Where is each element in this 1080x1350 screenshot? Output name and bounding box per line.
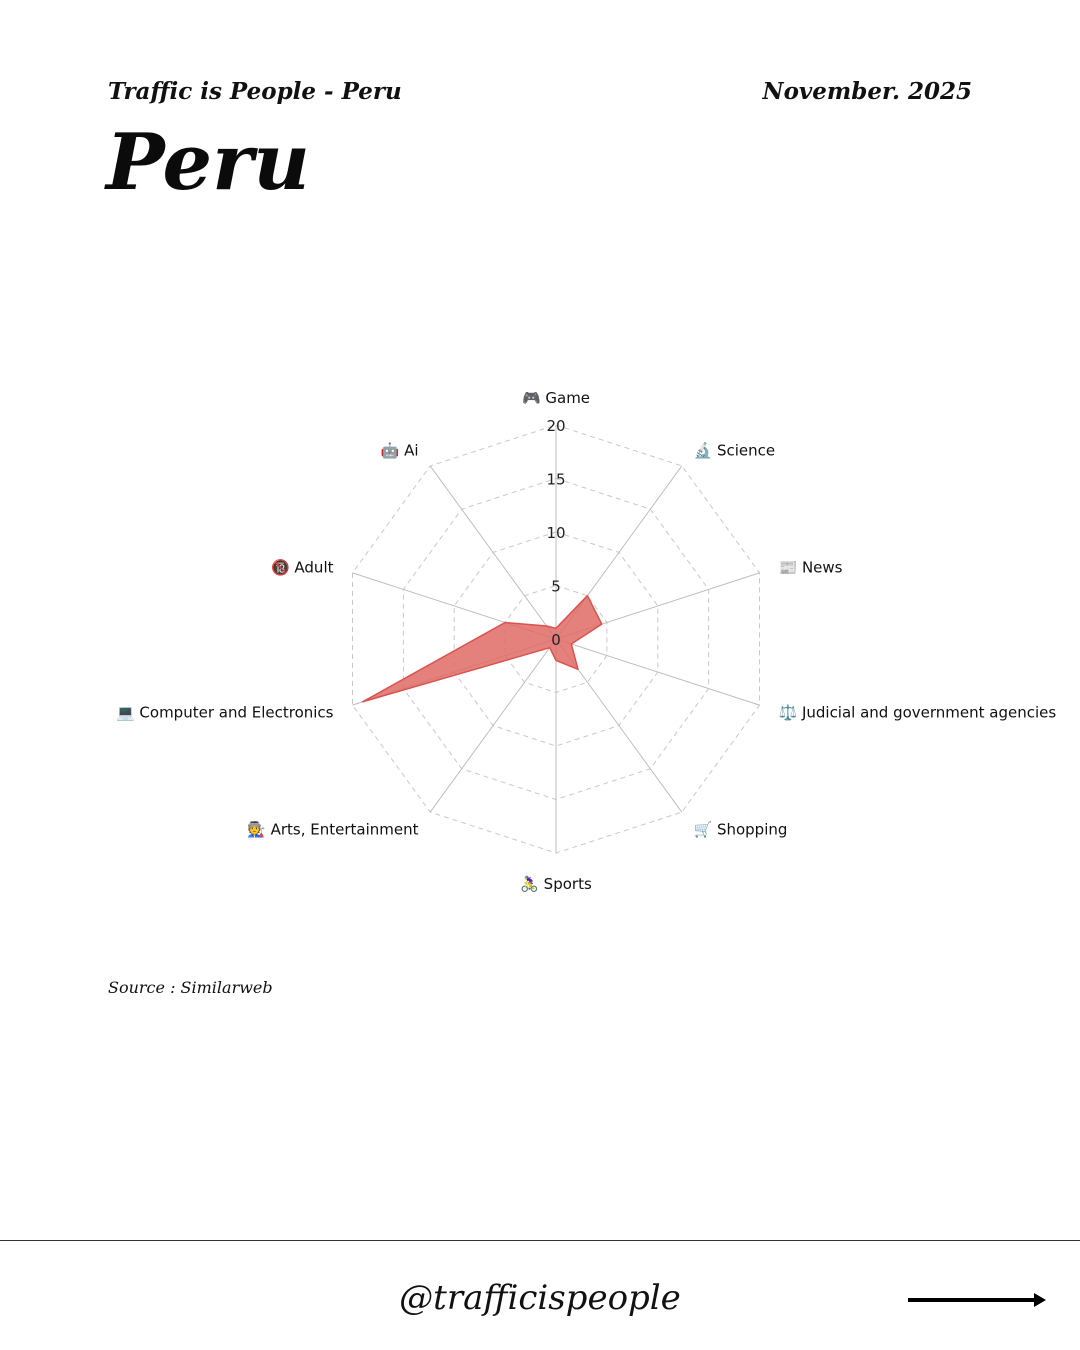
- category-label-6: 🚴‍♀️ Sports: [520, 875, 592, 893]
- next-arrow-icon[interactable]: [906, 1290, 1048, 1310]
- report-date: November. 2025: [762, 78, 972, 105]
- radar-series: [363, 596, 602, 702]
- grid-spoke-10: [430, 466, 556, 639]
- category-label-9: 🔞 Adult: [270, 558, 334, 577]
- tick-label-20: 20: [546, 417, 566, 435]
- category-labels: [116, 389, 1056, 893]
- page-title: Peru: [106, 117, 310, 208]
- series-area-1: [363, 596, 602, 702]
- category-label-8: 💻 Computer and Electronics: [115, 703, 334, 722]
- brand-label: Traffic is People - Peru: [108, 78, 402, 105]
- category-label-1: 🎮 Game: [521, 389, 591, 407]
- social-handle[interactable]: @trafficispeople: [399, 1278, 681, 1318]
- tick-label-15: 15: [546, 470, 566, 489]
- category-label-4: ⚖️ Judicial and government agencies: [778, 703, 1057, 722]
- footer-divider: [0, 1240, 1080, 1241]
- tick-label-5: 5: [551, 577, 561, 596]
- tick-label-0: 0: [551, 631, 561, 649]
- tick-label-10: 10: [546, 524, 566, 542]
- category-label-3: 📰 News: [778, 558, 843, 577]
- category-label-5: 🛒 Shopping: [693, 820, 788, 839]
- category-label-7: 🧑‍🏭 Arts, Entertainment: [247, 820, 419, 839]
- source-note: Source : Similarweb: [108, 978, 273, 997]
- category-label-2: 🔬 Science: [693, 441, 776, 460]
- category-label-10: 🤖 Ai: [380, 441, 419, 460]
